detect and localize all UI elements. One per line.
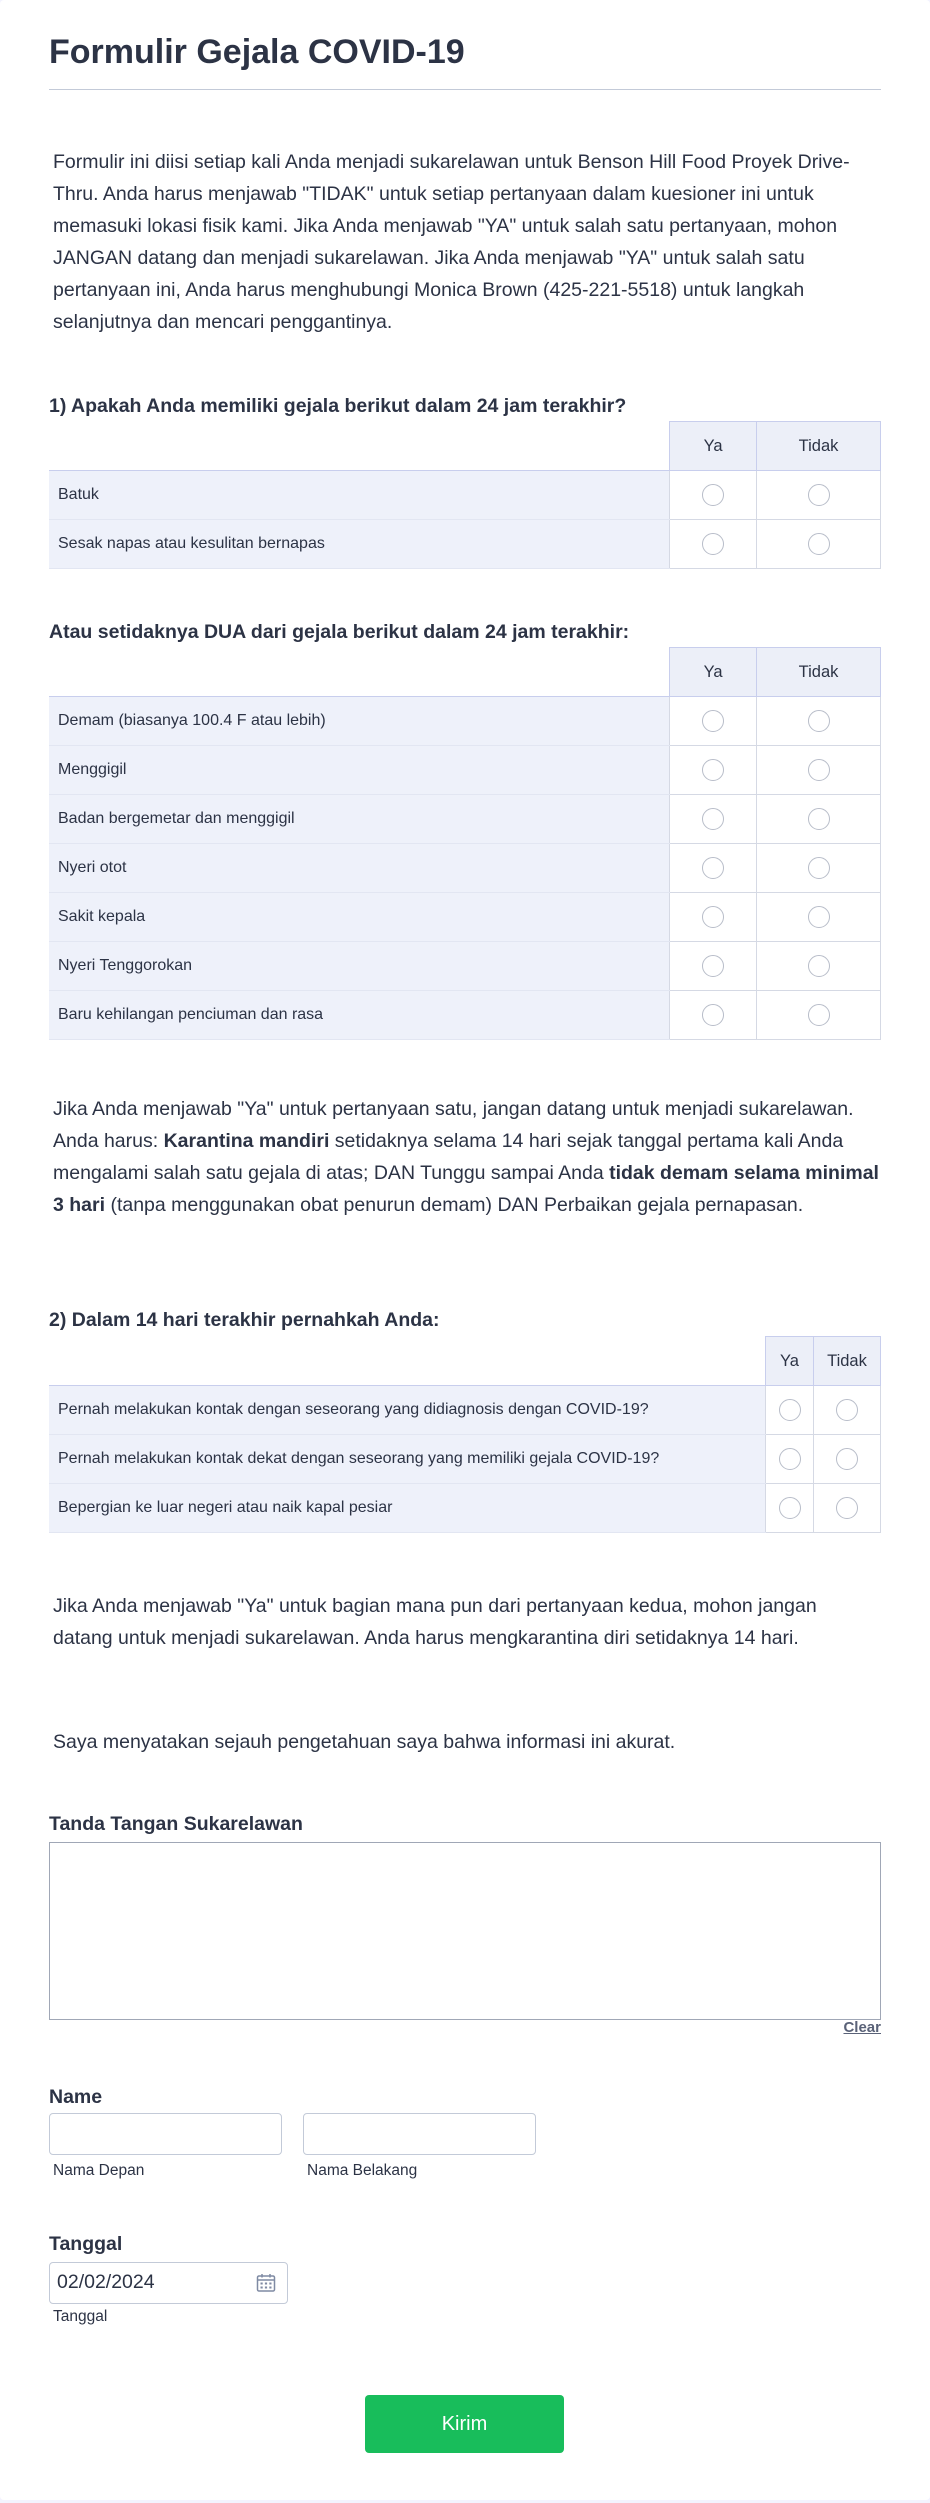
radio-ya[interactable] — [766, 1484, 814, 1533]
q1-matrix — [49, 421, 881, 569]
radio-circle[interactable] — [836, 1399, 858, 1421]
matrix-corner — [49, 648, 670, 697]
radio-ya[interactable] — [670, 697, 757, 746]
title-divider — [49, 89, 881, 90]
matrix-row — [49, 746, 881, 795]
radio-circle[interactable] — [702, 857, 724, 879]
radio-tidak[interactable] — [757, 844, 881, 893]
row-label: Batuk — [49, 471, 670, 520]
last-name-sublabel: Nama Belakang — [307, 2162, 418, 2179]
radio-ya[interactable] — [766, 1386, 814, 1435]
radio-ya[interactable] — [670, 520, 757, 569]
radio-ya[interactable] — [670, 471, 757, 520]
radio-circle[interactable] — [702, 1004, 724, 1026]
radio-tidak[interactable] — [757, 795, 881, 844]
q1b-label: Atau setidaknya DUA dari gejala berikut dalam 24 jam terakhir: — [49, 621, 630, 643]
matrix-row — [49, 1386, 881, 1435]
radio-circle[interactable] — [808, 759, 830, 781]
column-tidak: Tidak — [757, 422, 881, 471]
radio-circle[interactable] — [808, 808, 830, 830]
radio-tidak[interactable] — [757, 942, 881, 991]
date-sublabel: Tanggal — [53, 2308, 108, 2325]
radio-tidak[interactable] — [757, 520, 881, 569]
radio-tidak[interactable] — [814, 1484, 881, 1533]
row-label: Bepergian ke luar negeri atau naik kapal pesiar — [49, 1484, 766, 1533]
radio-tidak[interactable] — [814, 1435, 881, 1484]
radio-circle[interactable] — [702, 710, 724, 732]
radio-circle[interactable] — [779, 1497, 801, 1519]
row-label: Sesak napas atau kesulitan bernapas — [49, 520, 670, 569]
radio-circle[interactable] — [702, 484, 724, 506]
signature-label: Tanda Tangan Sukarelawan — [49, 1813, 303, 1835]
calendar-icon[interactable] — [256, 2273, 276, 2293]
note1-part1: Jika Anda menjawab "Ya" untuk pertanyaan satu, jangan datang untuk menjadi sukarelawan. Anda harus: — [53, 1098, 854, 1152]
radio-circle[interactable] — [836, 1497, 858, 1519]
note1-part3: (tanpa menggunakan obat penurun demam) DAN Perbaikan gejala pernapasan. — [105, 1194, 804, 1216]
row-label: Sakit kepala — [49, 893, 670, 942]
radio-ya[interactable] — [670, 844, 757, 893]
row-label: Demam (biasanya 100.4 F atau lebih) — [49, 697, 670, 746]
radio-circle[interactable] — [836, 1448, 858, 1470]
q2-label: 2) Dalam 14 hari terakhir pernahkah Anda: — [49, 1309, 440, 1331]
q1-label: 1) Apakah Anda memiliki gejala berikut dalam 24 jam terakhir? — [49, 395, 627, 417]
radio-circle[interactable] — [702, 808, 724, 830]
radio-ya[interactable] — [670, 893, 757, 942]
matrix-row — [49, 795, 881, 844]
radio-ya[interactable] — [766, 1435, 814, 1484]
row-label: Badan bergemetar dan menggigil — [49, 795, 670, 844]
radio-ya[interactable] — [670, 746, 757, 795]
radio-circle[interactable] — [808, 906, 830, 928]
last-name-input[interactable] — [303, 2113, 536, 2155]
column-tidak: Tidak — [814, 1337, 881, 1386]
note2-text: Jika Anda menjawab "Ya" untuk bagian mana pun dari pertanyaan kedua, mohon jangan datang untuk menjadi sukarelawan. Anda harus mengkarantina diri setidaknya 14 hari. — [53, 1595, 817, 1649]
form-title: Formulir Gejala COVID-19 — [49, 33, 465, 71]
first-name-sublabel: Nama Depan — [53, 2162, 145, 2179]
column-ya: Ya — [670, 648, 757, 697]
q2-matrix — [49, 1336, 881, 1533]
radio-ya[interactable] — [670, 795, 757, 844]
clear-signature-link[interactable]: Clear — [843, 2019, 881, 2036]
signature-pad[interactable] — [49, 1842, 881, 2020]
matrix-row — [49, 520, 881, 569]
radio-tidak[interactable] — [757, 991, 881, 1040]
first-name-input[interactable] — [49, 2113, 282, 2155]
row-label: Nyeri otot — [49, 844, 670, 893]
matrix-row — [49, 471, 881, 520]
matrix-row — [49, 942, 881, 991]
radio-circle[interactable] — [702, 955, 724, 977]
radio-ya[interactable] — [670, 991, 757, 1040]
declaration-text: Saya menyatakan sejauh pengetahuan saya bahwa informasi ini akurat. — [53, 1731, 676, 1753]
submit-button[interactable]: Kirim — [365, 2395, 564, 2453]
radio-circle[interactable] — [779, 1448, 801, 1470]
intro-text: Formulir ini diisi setiap kali Anda menjadi sukarelawan untuk Benson Hill Food Proyek Drive-Thru. Anda harus menjawab "TIDAK" untuk setiap pertanyaan dalam kuesioner ini untuk memasuki lokasi fisik kami. Jika Anda menjawab "YA" untuk salah satu pertanyaan, mohon JANGAN datang dan menjadi sukarelawan. Jika Anda menjawab "YA" untuk salah satu pertanyaan ini, Anda harus menghubungi Monica Brown (425-221-5518) untuk langkah selanjutnya dan mencari penggantinya. — [53, 151, 850, 333]
date-value: 02/02/2024 — [57, 2271, 155, 2293]
radio-circle[interactable] — [808, 857, 830, 879]
matrix-row — [49, 844, 881, 893]
radio-tidak[interactable] — [757, 893, 881, 942]
date-label: Tanggal — [49, 2233, 123, 2255]
note1-bold1: Karantina mandiri — [163, 1130, 330, 1152]
column-tidak: Tidak — [757, 648, 881, 697]
note1-part2: setidaknya selama 14 hari sejak tanggal pertama kali Anda mengalami salah satu gejala di atas; DAN Tunggu sampai Anda — [53, 1130, 844, 1184]
row-label: Pernah melakukan kontak dekat dengan seseorang yang memiliki gejala COVID-19? — [49, 1435, 766, 1484]
radio-circle[interactable] — [808, 533, 830, 555]
row-label: Nyeri Tenggorokan — [49, 942, 670, 991]
radio-circle[interactable] — [808, 1004, 830, 1026]
radio-circle[interactable] — [808, 710, 830, 732]
row-label: Pernah melakukan kontak dengan seseorang yang didiagnosis dengan COVID-19? — [49, 1386, 766, 1435]
matrix-row — [49, 1484, 881, 1533]
matrix-corner — [49, 422, 670, 471]
row-label: Baru kehilangan penciuman dan rasa — [49, 991, 670, 1040]
matrix-row — [49, 697, 881, 746]
radio-tidak[interactable] — [757, 697, 881, 746]
matrix-row — [49, 991, 881, 1040]
q1b-matrix — [49, 647, 881, 1040]
radio-circle[interactable] — [808, 484, 830, 506]
radio-tidak[interactable] — [757, 746, 881, 795]
name-label: Name — [49, 2086, 103, 2108]
radio-ya[interactable] — [670, 942, 757, 991]
note1-bold2: tidak demam selama minimal 3 hari — [53, 1162, 879, 1216]
column-ya: Ya — [766, 1337, 814, 1386]
row-label: Menggigil — [49, 746, 670, 795]
column-ya: Ya — [670, 422, 757, 471]
radio-circle[interactable] — [702, 759, 724, 781]
radio-circle[interactable] — [702, 533, 724, 555]
radio-circle[interactable] — [779, 1399, 801, 1421]
radio-circle[interactable] — [702, 906, 724, 928]
radio-tidak[interactable] — [814, 1386, 881, 1435]
note1-text — [49, 1093, 881, 1221]
matrix-row — [49, 893, 881, 942]
radio-tidak[interactable] — [757, 471, 881, 520]
matrix-corner — [49, 1337, 766, 1386]
radio-circle[interactable] — [808, 955, 830, 977]
matrix-row — [49, 1435, 881, 1484]
